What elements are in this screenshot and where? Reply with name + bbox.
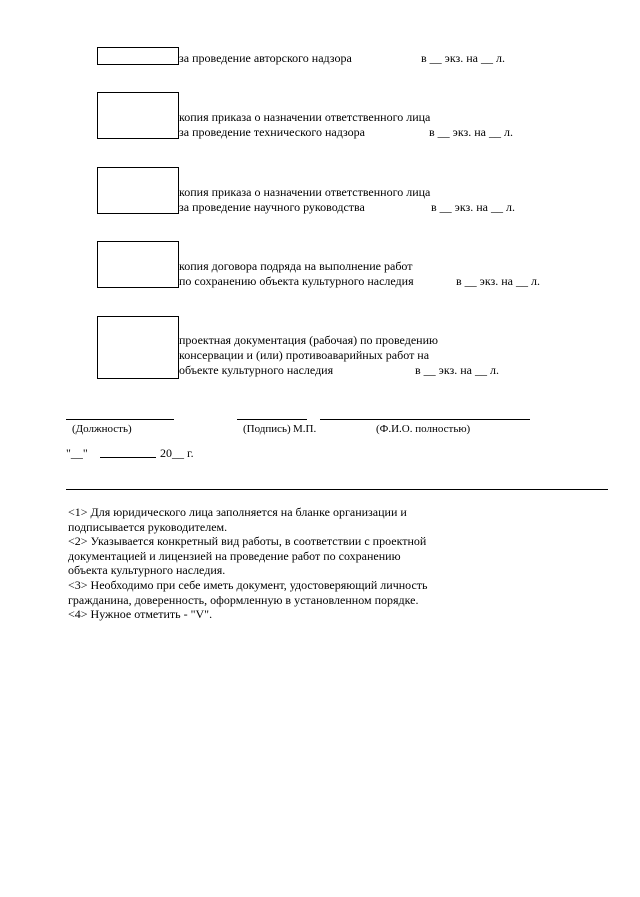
footnote-2 xyxy=(68,534,488,578)
item-copies: в __ экз. на __ л. xyxy=(429,125,513,139)
item-text-line: за проведение научного руководства xyxy=(179,200,365,214)
checkbox-contract-copy[interactable] xyxy=(97,241,179,288)
item-text-line: объекте культурного наследия xyxy=(179,363,334,377)
date-day: "__" xyxy=(66,446,88,460)
footnote-4 xyxy=(68,607,488,622)
footnote-line: <1> Для юридического лица заполняется на бланке организации и xyxy=(68,505,407,519)
item-text-line: копия приказа о назначении ответственного лица xyxy=(179,110,431,124)
footnote-line: документацией и лицензией на проведение работ по сохранению xyxy=(68,548,401,563)
item-text-line: проектная документация (рабочая) по проведению xyxy=(179,333,438,347)
full-name-label: (Ф.И.О. полностью) xyxy=(376,423,471,435)
signature-label: (Подпись) xyxy=(243,423,291,435)
footnote-line: <2> Указывается конкретный вид работы, в соответствии с проектной xyxy=(68,534,427,548)
footnote-line: подписывается руководителем. xyxy=(68,519,228,534)
item-copies: в __ экз. на __ л. xyxy=(415,363,499,377)
item-copies: в __ экз. на __ л. xyxy=(431,200,515,214)
item-copies: в __ экз. на __ л. xyxy=(456,274,540,288)
full-name-line[interactable] xyxy=(320,419,530,420)
item-text-line: консервации и (или) противоаварийных работ на xyxy=(179,348,430,362)
item-text-line: копия договора подряда на выполнение работ xyxy=(179,259,413,273)
checkbox-author-supervision[interactable] xyxy=(97,47,179,65)
item-text-line: за проведение технического надзора xyxy=(179,125,365,139)
date-year: 20__ г. xyxy=(160,446,194,460)
item-text-line: копия приказа о назначении ответственного лица xyxy=(179,185,431,199)
item-text-line: по сохранению объекта культурного наследия xyxy=(179,274,414,288)
footnote-line: объекта культурного наследия. xyxy=(68,563,226,578)
footnote-line: <4> Нужное отметить - "V". xyxy=(68,607,213,621)
checkbox-scientific-management-order[interactable] xyxy=(97,167,179,214)
checkbox-project-documentation[interactable] xyxy=(97,316,179,379)
item-text-line: за проведение авторского надзора xyxy=(179,51,352,65)
date-month-line[interactable] xyxy=(100,457,156,458)
position-label: (Должность) xyxy=(72,423,132,435)
position-line[interactable] xyxy=(66,419,174,420)
footnote-line: <3> Необходимо при себе иметь документ, удостоверяющий личность xyxy=(68,578,428,592)
footnote-separator xyxy=(66,489,608,490)
stamp-label: М.П. xyxy=(293,423,317,435)
footnote-3 xyxy=(68,578,488,607)
item-copies: в __ экз. на __ л. xyxy=(421,51,505,65)
footnote-line: гражданина, доверенность, оформленную в установленном порядке. xyxy=(68,592,419,607)
footnote-1 xyxy=(68,505,488,534)
signature-line[interactable] xyxy=(237,419,307,420)
checkbox-technical-supervision-order[interactable] xyxy=(97,92,179,139)
